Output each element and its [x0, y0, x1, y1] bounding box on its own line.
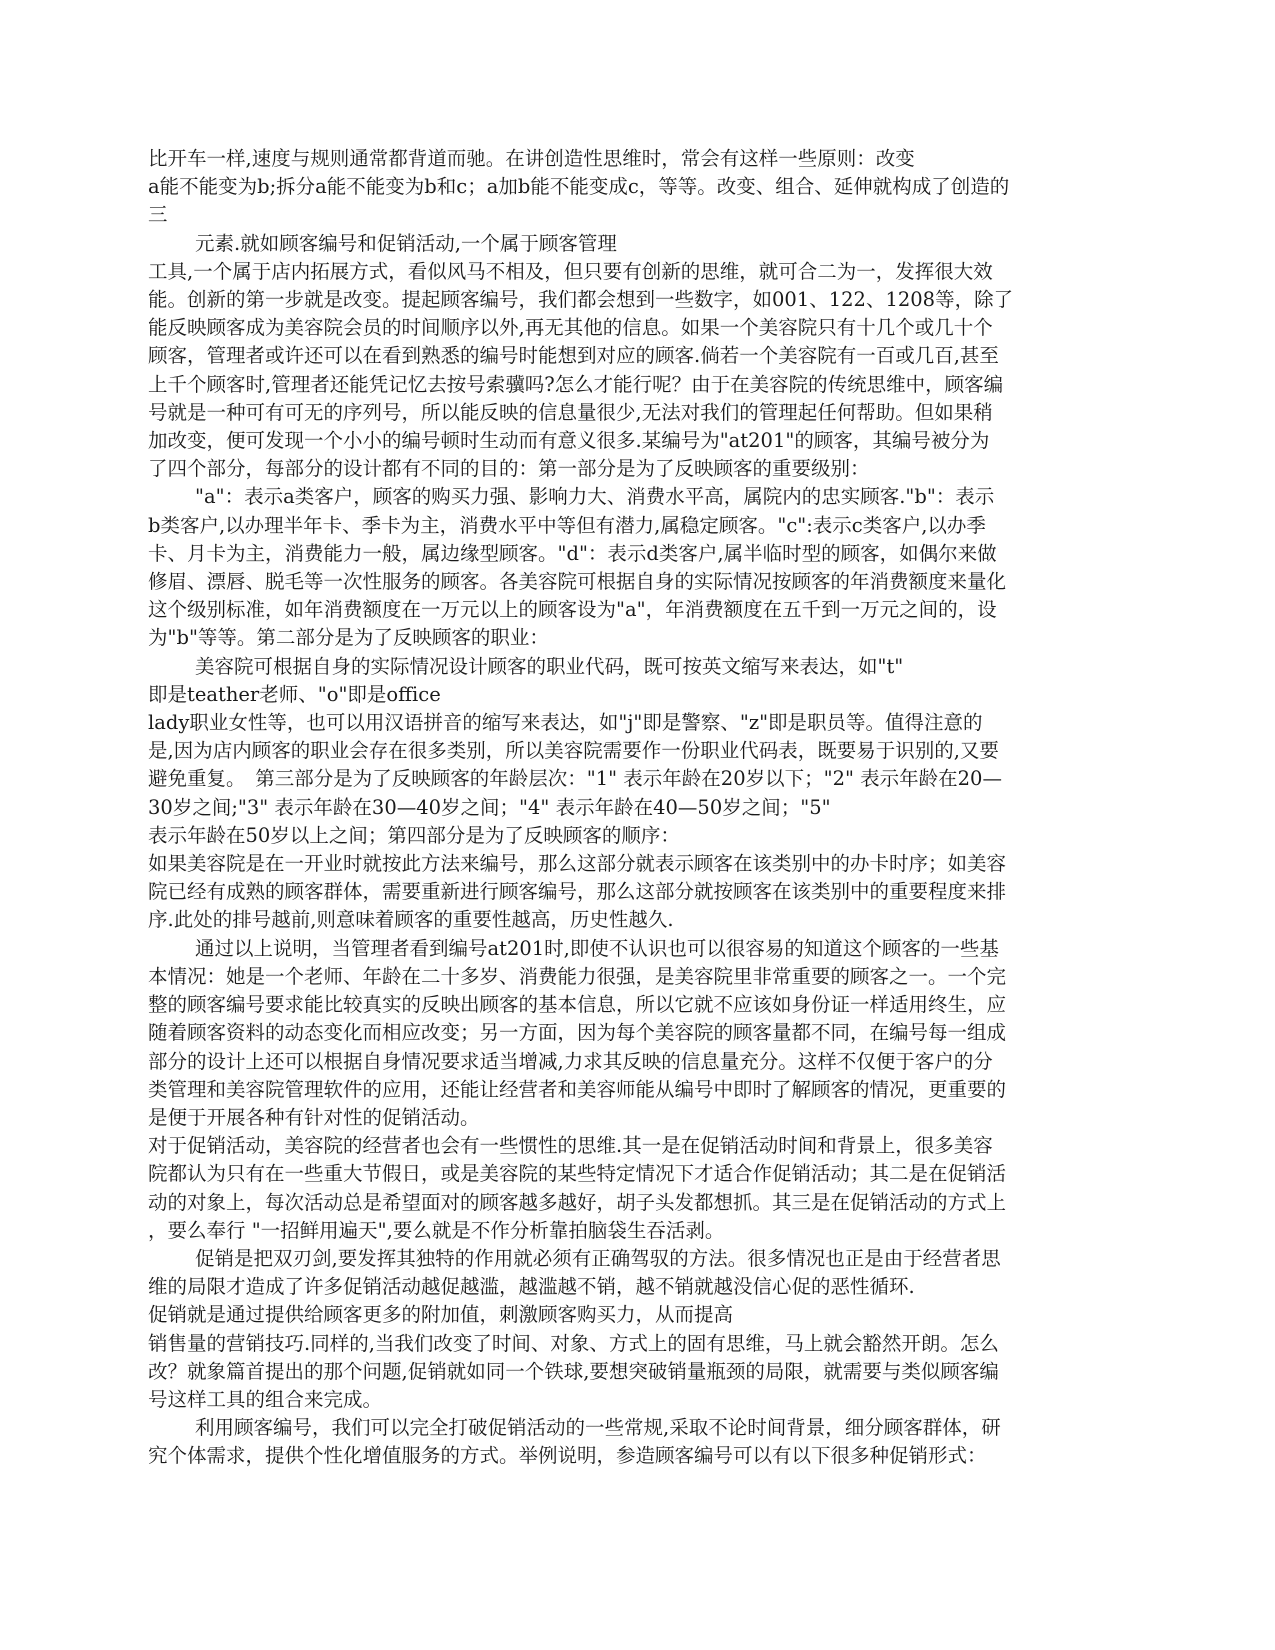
text-line: 即是teather老师、"o"即是office — [148, 682, 441, 706]
text-line: 序.此处的排号越前,则意味着顾客的重要性越高，历史性越久. — [148, 908, 674, 932]
text-line: 部分的设计上还可以根据自身情况要求适当增减,力求其反映的信息量充分。这样不仅便于客户的分 — [148, 1049, 993, 1073]
text-line: 工具,一个属于店内拓展方式，看似风马不相及，但只要有创新的思维，就可合二为一，发挥很大效 — [148, 259, 993, 283]
text-line: 能。创新的第一步就是改变。提起顾客编号，我们都会想到一些数字，如001、122、1208等，除了 — [148, 288, 1014, 312]
text-line: 利用顾客编号，我们可以完全打破促销活动的一些常规,采取不论时间背景，细分顾客群体，研 — [195, 1416, 1001, 1440]
text-line: 院都认为只有在一些重大节假日，或是美容院的某些特定情况下才适合作促销活动；其二是在促销活 — [148, 1162, 1007, 1186]
text-line: 美容院可根据自身的实际情况设计顾客的职业代码，既可按英文缩写来表达，如"t" — [195, 654, 904, 678]
text-line: 号就是一种可有可无的序列号，所以能反映的信息量很少,无法对我们的管理起任何帮助。但如果稍 — [148, 400, 993, 424]
text-line: 对于促销活动，美容院的经营者也会有一些惯性的思维.其一是在促销活动时间和背景上，很多美容 — [148, 1134, 993, 1158]
text-line: lady职业女性等，也可以用汉语拼音的缩写来表达，如"j"即是警察、"z"即是职员等。值得注意的 — [148, 711, 983, 735]
text-line: 整的顾客编号要求能比较真实的反映出顾客的基本信息，所以它就不应该如身份证一样适用终生，应 — [148, 993, 1007, 1017]
text-line: 了四个部分，每部分的设计都有不同的目的：第一部分是为了反映顾客的重要级别： — [148, 457, 870, 481]
text-line: 顾客，管理者或许还可以在看到熟悉的编号时能想到对应的顾客.倘若一个美容院有一百或几百,甚至 — [148, 344, 999, 368]
text-line: ，要么奉行 "一招鲜用遍天",要么就是不作分析靠拍脑袋生吞活剥。 — [148, 1218, 725, 1242]
text-line: 促销就是通过提供给顾客更多的附加值，刺激顾客购买力，从而提高 — [148, 1303, 734, 1327]
text-line: 如果美容院是在一开业时就按此方法来编号，那么这部分就表示顾客在该类别中的办卡时序；如美容 — [148, 852, 1007, 876]
text-line: 院已经有成熟的顾客群体，需要重新进行顾客编号，那么这部分就按顾客在该类别中的重要程度来排 — [148, 880, 1007, 904]
text-line: 是便于开展各种有针对性的促销活动。 — [148, 1105, 480, 1129]
text-line: 上千个顾客时,管理者还能凭记忆去按号索骥吗?怎么才能行呢？由于在美容院的传统思维中，顾客编 — [148, 372, 1004, 396]
text-line: 能反映顾客成为美容院会员的时间顺序以外,再无其他的信息。如果一个美容院只有十几个或几十个 — [148, 316, 993, 340]
text-line: 改？就象篇首提出的那个问题,促销就如同一个铁球,要想突破销量瓶颈的局限，就需要与类似顾客编 — [148, 1359, 999, 1383]
text-line: 表示年龄在50岁以上之间；第四部分是为了反映顾客的顺序： — [148, 823, 680, 847]
text-line: 号这样工具的组合来完成。 — [148, 1387, 383, 1411]
text-line: 为"b"等等。第二部分是为了反映顾客的职业： — [148, 626, 549, 650]
text-line: 避免重复。 第三部分是为了反映顾客的年龄层次："1" 表示年龄在20岁以下；"2" 表示年龄在20— — [148, 767, 1002, 791]
text-line: 30岁之间;"3" 表示年龄在30—40岁之间；"4" 表示年龄在40—50岁之间；"5" — [148, 795, 831, 819]
text-line: b类客户,以办理半年卡、季卡为主，消费水平中等但有潜力,属稳定顾客。"c":表示c类客户,以办季 — [148, 513, 986, 537]
text-line: 究个体需求，提供个性化增值服务的方式。举例说明，参造顾客编号可以有以下很多种促销形式： — [148, 1444, 987, 1468]
text-line: a能不能变为b;拆分a能不能变为b和c；a加b能不能变成c，等等。改变、组合、延伸就构成了创造的 — [148, 175, 1010, 199]
text-line: 销售量的营销技巧.同样的,当我们改变了时间、对象、方式上的固有思维，马上就会豁然开朗。怎么 — [148, 1331, 999, 1355]
text-line: 这个级别标准，如年消费额度在一万元以上的顾客设为"a"，年消费额度在五千到一万元之间的，设 — [148, 598, 997, 622]
text-line: 是,因为店内顾客的职业会存在很多类别，所以美容院需要作一份职业代码表，既要易于识别的,又要 — [148, 739, 999, 763]
document-body — [148, 145, 1068, 1471]
text-line: 加改变，便可发现一个小小的编号顿时生动而有意义很多.某编号为"at201"的顾客，其编号被分为 — [148, 429, 990, 453]
text-line: 维的局限才造成了许多促销活动越促越滥，越滥越不销，越不销就越没信心促的恶性循环. — [148, 1275, 915, 1299]
text-line: 本情况：她是一个老师、年龄在二十多岁、消费能力很强，是美容院里非常重要的顾客之一。一个完 — [148, 964, 1007, 988]
text-line: 类管理和美容院管理软件的应用，还能让经营者和美容师能从编号中即时了解顾客的情况，更重要的 — [148, 1077, 1007, 1101]
text-line: 比开车一样,速度与规则通常都背道而驰。在讲创造性思维时，常会有这样一些原则：改变 — [148, 147, 915, 170]
text-line: 三 — [148, 203, 168, 227]
text-line: 卡、月卡为主，消费能力一般，属边缘型顾客。"d"：表示d类客户,属半临时型的顾客，如偶尔来做 — [148, 541, 997, 565]
text-line: 动的对象上，每次活动总是希望面对的顾客越多越好，胡子头发都想抓。其三是在促销活动的方式上 — [148, 1190, 1007, 1214]
text-line: 元素.就如顾客编号和促销活动,一个属于顾客管理 — [195, 231, 617, 255]
text-line: 通过以上说明，当管理者看到编号at201时,即使不认识也可以很容易的知道这个顾客的一些基 — [195, 936, 999, 960]
text-line: "a"：表示a类客户，顾客的购买力强、影响力大、消费水平高，属院内的忠实顾客."b"：表示 — [195, 485, 995, 509]
text-line: 随着顾客资料的动态变化而相应改变；另一方面，因为每个美容院的顾客量都不同，在编号每一组成 — [148, 1021, 1007, 1045]
text-line: 修眉、漂唇、脱毛等一次性服务的顾客。各美容院可根据自身的实际情况按顾客的年消费额度来量化 — [148, 570, 1007, 594]
text-line: 促销是把双刃剑,要发挥其独特的作用就必须有正确驾驭的方法。很多情况也正是由于经营者思 — [195, 1246, 1001, 1270]
